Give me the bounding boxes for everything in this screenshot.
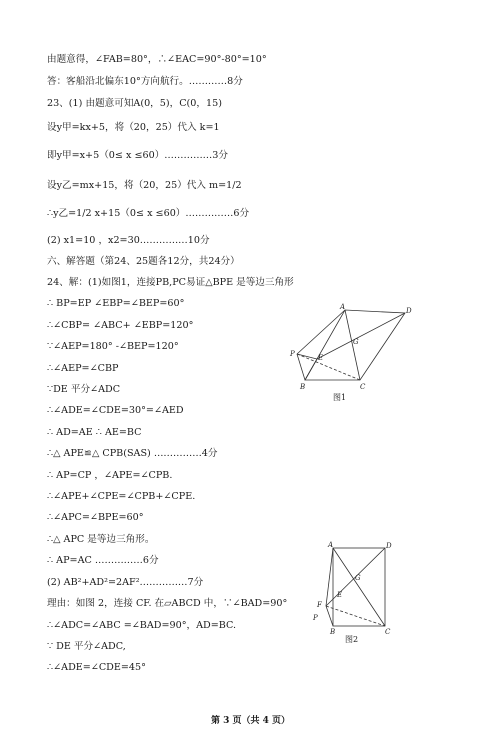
text-line-18: ∴△ APE≌△ CPB(SAS) ……………4分 — [47, 448, 218, 459]
text-line-15: ∵DE 平分∠ADC — [47, 384, 121, 395]
text-line-24: (2) AB²+AD²=2AF²……………7分 — [47, 577, 204, 588]
label-g: G — [353, 338, 359, 346]
text-line-7: ∴y乙=1/2 x+15（0≤ x ≤60）……………6分 — [47, 208, 250, 219]
label-p: P — [313, 614, 318, 622]
segment-fb — [326, 606, 333, 626]
text-line-12: ∴∠CBP= ∠ABC+ ∠EBP=120° — [47, 320, 194, 331]
text-line-10: 24、解：(1)如图1，连接PB,PC易证△BPE 是等边三角形 — [47, 277, 294, 288]
text-line-2: 答：客船沿北偏东10°方向航行。…………8分 — [47, 76, 243, 87]
text-line-14: ∴∠AEP=∠CBP — [47, 363, 119, 374]
label-e: E — [318, 354, 324, 362]
text-line-17: ∴ AD=AE ∴ AE=BC — [47, 427, 142, 438]
segment-af — [326, 548, 333, 606]
text-line-13: ∵∠AEP=180° -∠BEP=120° — [47, 341, 179, 352]
text-line-8: (2) x1=10 ，x2=30……………10分 — [47, 235, 210, 246]
label-g: G — [355, 574, 361, 582]
text-line-25: 理由：如图 2，连接 CF. 在▱ABCD 中，∵∠BAD=90° — [47, 598, 288, 609]
text-line-20: ∴∠APE+∠CPE=∠CPB+∠CPE. — [47, 491, 196, 502]
page-footer: 第 3 页（共 4 页） — [210, 716, 291, 726]
label-c: C — [360, 383, 366, 391]
figure-1-caption: 图1 — [333, 393, 347, 402]
label-a: A — [328, 541, 334, 549]
figure-2-caption: 图2 — [345, 635, 359, 644]
text-line-23: ∴ AP=AC ……………6分 — [47, 555, 159, 566]
label-b: B — [330, 628, 336, 636]
label-f: F — [317, 601, 322, 609]
segment-fc — [326, 606, 385, 626]
text-line-6: 设y乙=mx+15，将（20，25）代入 m=1/2 — [47, 180, 242, 191]
text-line-3: 23、(1) 由题意可知A(0，5)，C(0，15) — [47, 98, 222, 109]
label-c: C — [385, 628, 391, 636]
text-line-1: 由题意得，∠FAB=80°，∴∠EAC=90°-80°=10° — [47, 54, 267, 65]
diagonal-ac — [333, 548, 385, 626]
geometry-figure-1 — [285, 300, 415, 405]
segment-pb — [297, 354, 305, 380]
text-line-4: 设y甲=kx+5，将（20，25）代入 k=1 — [47, 122, 220, 133]
segment-be — [305, 359, 317, 380]
label-b: B — [300, 383, 306, 391]
label-p: P — [290, 350, 295, 358]
text-line-21: ∴∠APC=∠BPE=60° — [47, 512, 144, 523]
segment-pc — [297, 354, 360, 380]
text-line-5: 即y甲=x+5（0≤ x ≤60）……………3分 — [47, 150, 228, 161]
text-line-11: ∴ BP=EP ∠EBP=∠BEP=60° — [47, 298, 185, 309]
label-e: E — [337, 591, 343, 599]
text-line-27: ∵ DE 平分∠ADC, — [47, 641, 126, 652]
section-heading: 六、解答题（第24、25题各12分，共24分） — [47, 256, 240, 267]
text-line-22: ∴△ APC 是等边三角形。 — [47, 534, 155, 545]
segment-ap — [297, 310, 345, 354]
text-line-19: ∴ AP=CP ，∠APE=∠CPB. — [47, 470, 173, 481]
label-a: A — [340, 303, 346, 311]
label-d: D — [406, 307, 412, 315]
label-d: D — [386, 542, 392, 550]
text-line-16: ∴∠ADE=∠CDE=30°=∠AED — [47, 405, 184, 416]
text-line-28: ∴∠ADE=∠CDE=45° — [47, 662, 146, 673]
geometry-figure-2 — [300, 538, 410, 648]
text-line-26: ∴∠ADC=∠ABC =∠BAD=90°，AD=BC. — [47, 620, 237, 631]
